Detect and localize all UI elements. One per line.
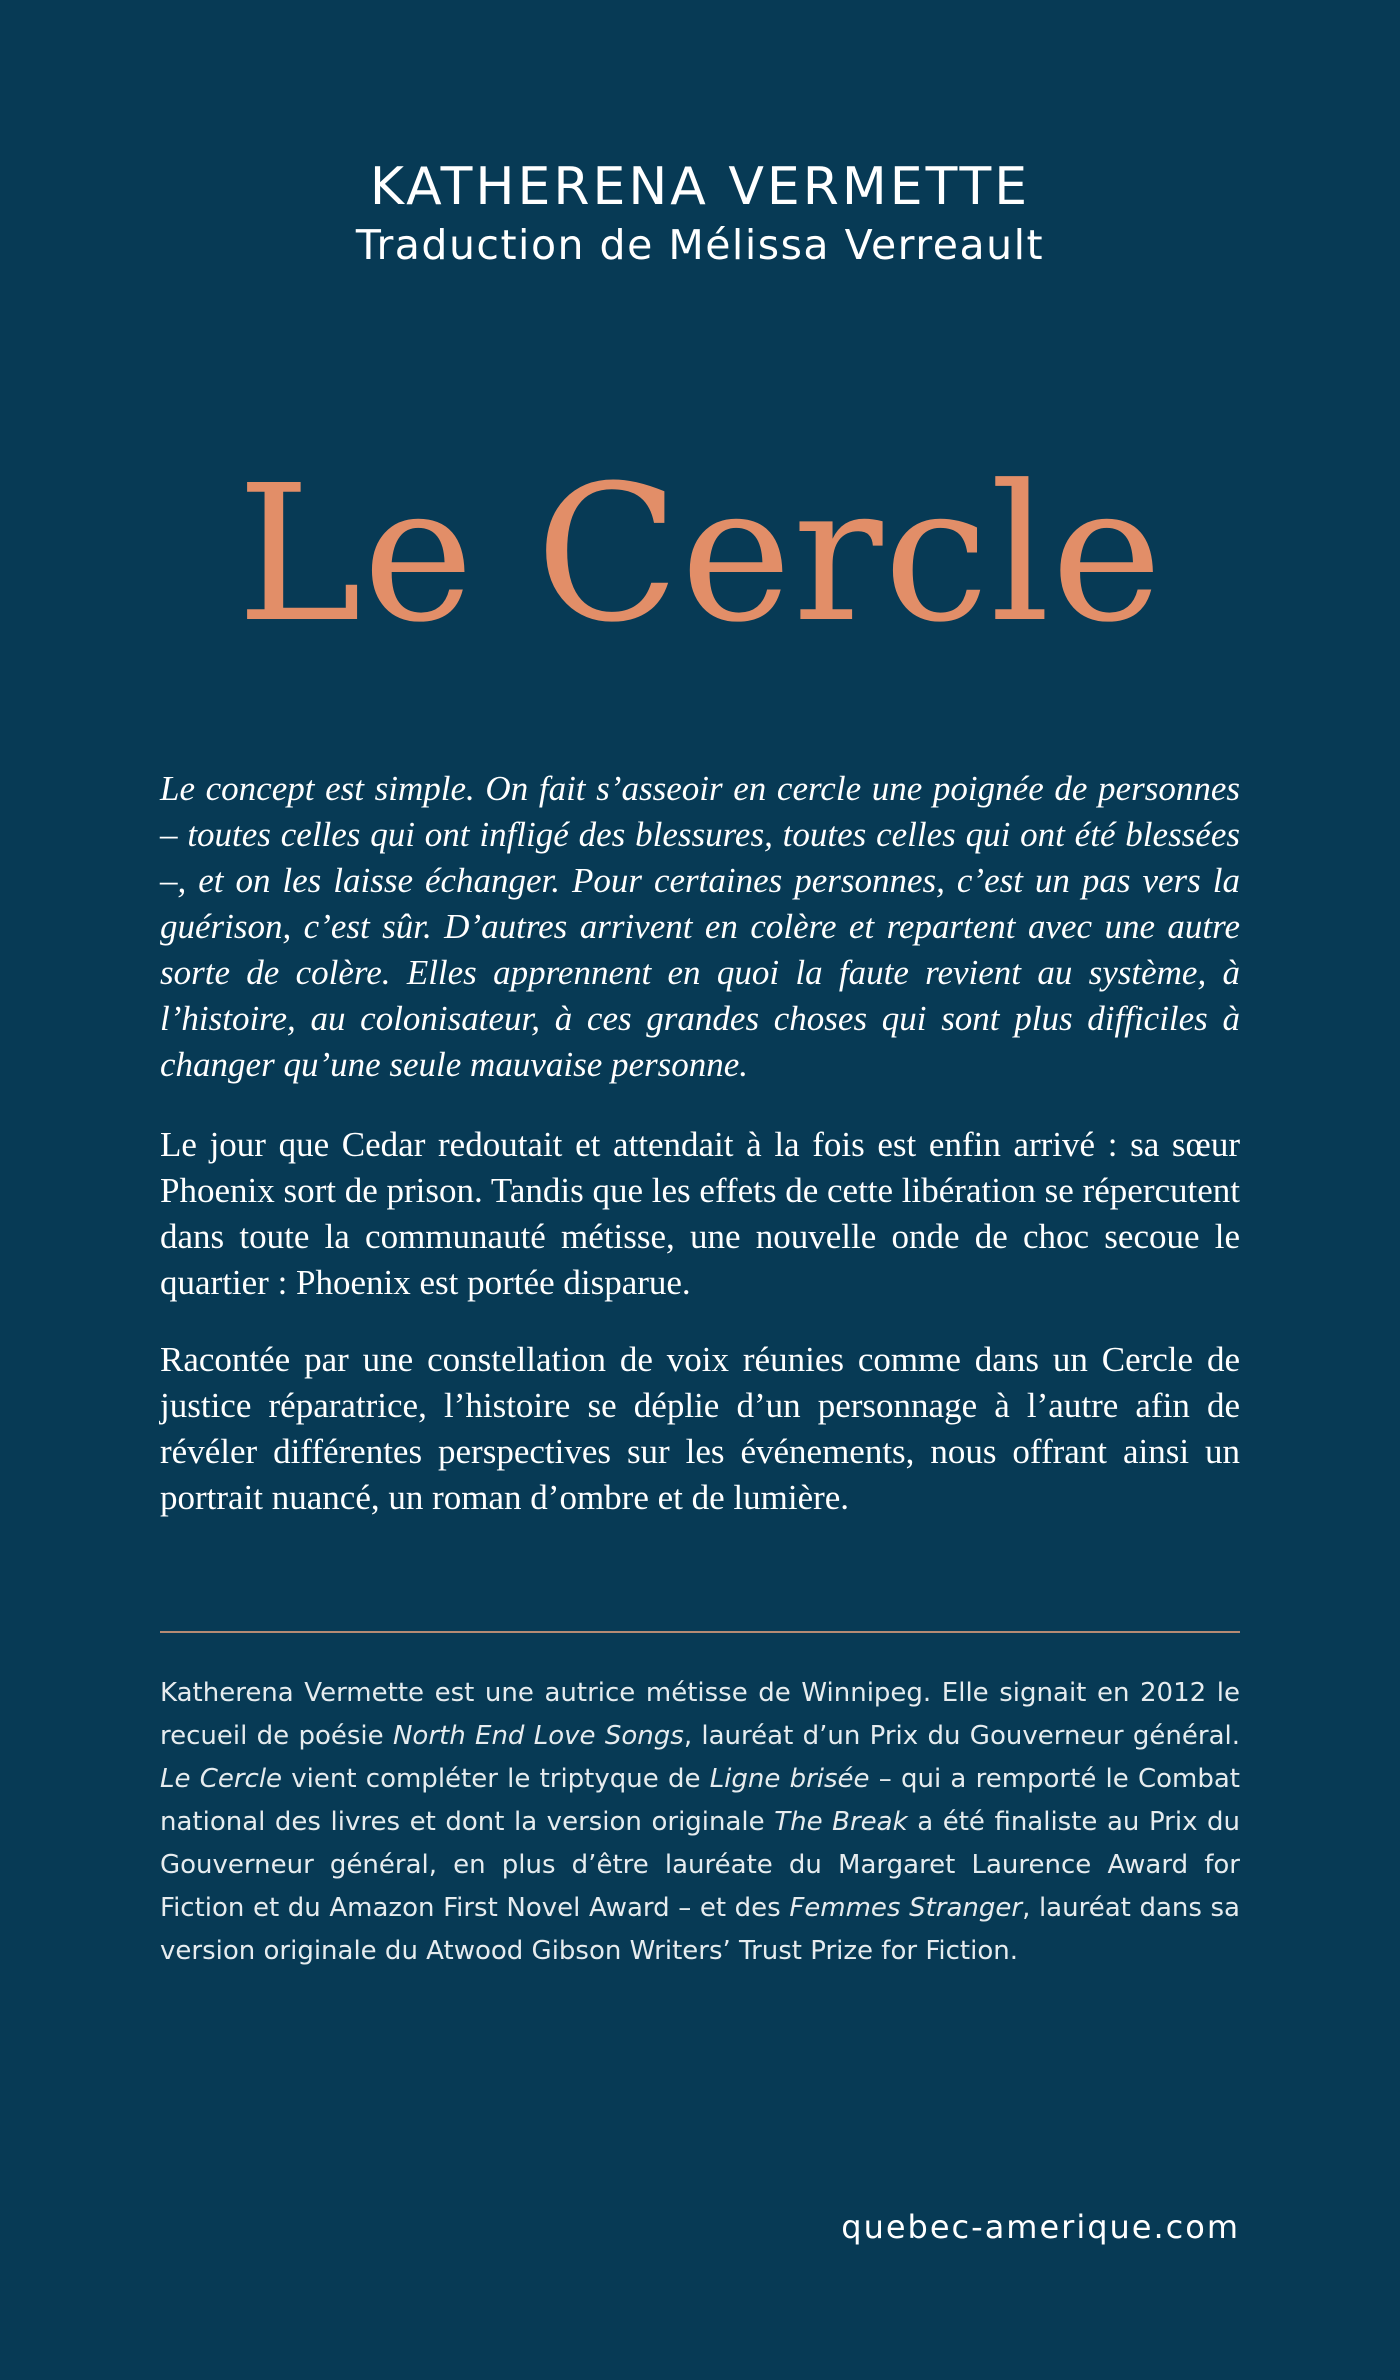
author-block	[0, 155, 1400, 271]
book-title: Le Cercle	[236, 445, 1164, 664]
bio-text: , lauréat d’un Prix du Gouverneur général.	[683, 1721, 1240, 1751]
bio-book-title: The Break	[774, 1807, 908, 1837]
bio-text: , lauréat dans sa version originale du Atwood Gibson Writers’ Trust Prize for Fiction.	[160, 1893, 1240, 1966]
translator-credit: Traduction de Mélissa Verreault	[355, 221, 1045, 269]
blurb-italic-paragraph: Le concept est simple. On fait s’asseoir en cercle une poignée de personnes – toutes celles qui ont infligé des blessures, toutes celles qui ont été blessées –, et on les laisse échanger. Pour certaines personnes, c’est un pas vers la guérison, c’est sûr. D’autres arrivent en colère et repartent avec une autre sorte de colère. Elles apprennent en quoi la faute revient au système, à l’histoire, au colonisateur, à ces grandes choses qui sont plus difficiles à changer qu’une seule mauvaise personne.	[160, 769, 1240, 1084]
section-divider	[160, 1631, 1240, 1633]
bio-book-title: North End Love Songs	[392, 1721, 684, 1751]
bio-book-title: Le Cercle	[160, 1764, 283, 1794]
bio-text: a été finaliste au Prix du Gouverneur général, en plus d’être lauréate du Margaret Laurence Award for Fiction et du Amazon First Novel Award – et des	[160, 1807, 1241, 1923]
bio-text: – qui a remporté le Combat national des livres et dont la version originale	[160, 1764, 1240, 1837]
author-name: KATHERENA VERMETTE	[369, 157, 1031, 217]
publisher-website: quebec-amerique.com	[841, 2208, 1240, 2246]
author-bio	[160, 1672, 1240, 1973]
bio-book-title: Femmes Stranger	[789, 1893, 1023, 1923]
bio-book-title: Ligne brisée	[709, 1764, 870, 1794]
blurb-paragraph-2: Le jour que Cedar redoutait et attendait à la fois est enfin arrivé : sa sœur Phoenix sort de prison. Tandis que les effets de cette libération se répercutent dans toute la communauté métisse, une nouvelle onde de choc secoue le quartier : Phoenix est portée disparue.	[160, 1125, 1240, 1302]
bio-text: Katherena Vermette est une autrice métisse de Winnipeg. Elle signait en 2012 le recueil de poésie	[160, 1678, 1240, 1751]
blurb-paragraph-3: Racontée par une constellation de voix réunies comme dans un Cercle de justice réparatrice, l’histoire se déplie d’un personnage à l’autre afin de révéler différentes perspectives sur les événements, nous offrant ainsi un portrait nuancé, un roman d’ombre et de lumière.	[160, 1340, 1240, 1517]
bio-text: vient compléter le triptyque de	[282, 1764, 710, 1794]
